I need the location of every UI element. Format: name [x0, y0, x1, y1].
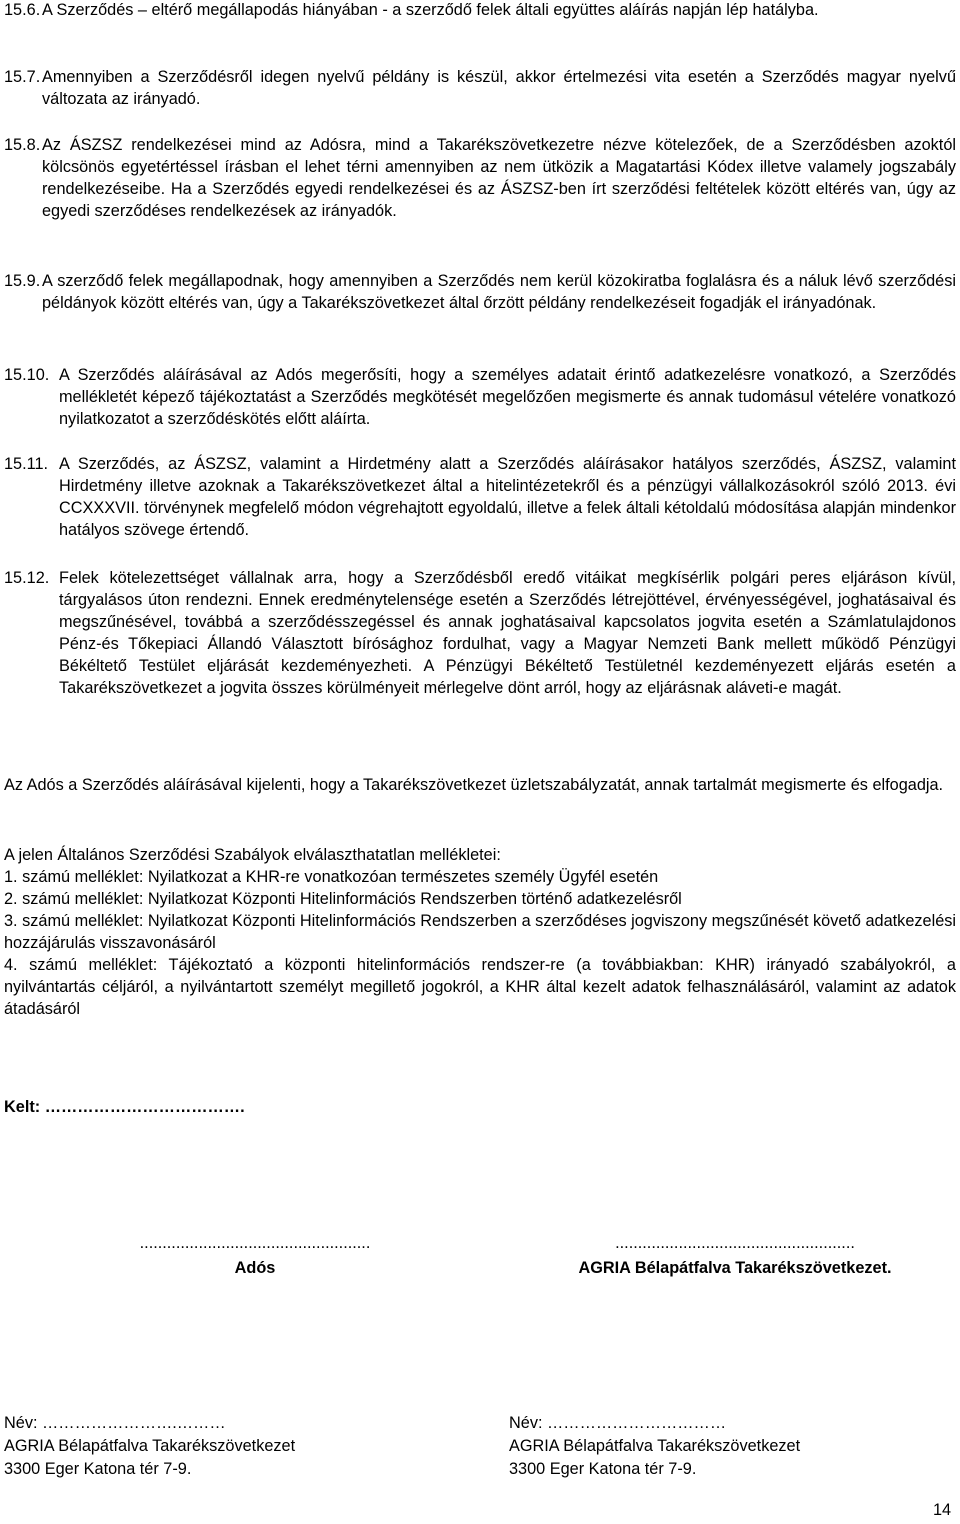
name-block-left — [4, 1412, 295, 1481]
name-field: Név: …………………….……… — [4, 1414, 226, 1432]
annex-list — [4, 844, 956, 1020]
signature-block-adós — [60, 1232, 450, 1279]
clause-text: A szerződő felek megállapodnak, hogy amennyiben a Szerződés nem kerül közokiratba foglalásra és a náluk lévő szerződési példányok között eltérés van, úgy a Takarékszövetkezet által őrzött példány rendelkezéseit fogadják el irányadónak. — [42, 272, 956, 312]
clause-15-7 — [4, 66, 956, 110]
annex-item: 2. számú melléklet: Nyilatkozat Központi Hitelinformációs Rendszerben történő adatkezelésről — [4, 890, 682, 908]
page-number: 14 — [933, 1501, 952, 1519]
name-field: Név: …………………………… — [509, 1414, 727, 1432]
clause-15-8 — [4, 134, 956, 222]
signature-line: ..................................................... — [615, 1234, 855, 1252]
kelt-line: Kelt: ………………………………. — [4, 1098, 245, 1116]
address: 3300 Eger Katona tér 7-9. — [4, 1460, 192, 1478]
clause-15-10 — [4, 364, 956, 430]
clause-number: 15.12. — [4, 569, 50, 587]
organization: AGRIA Bélapátfalva Takarékszövetkezet — [4, 1437, 296, 1455]
clause-number: 15.8. — [4, 136, 41, 154]
clause-15-9 — [4, 270, 956, 314]
signature-label: AGRIA Bélapátfalva Takarékszövetkezet. — [578, 1259, 892, 1277]
clause-text: Felek kötelezettséget vállalnak arra, hogy a Szerződésből eredő vitáikat megkísérlik polgári peres eljáráson kívül, tárgyalásos úton rendezni. Ennek eredménytelensége esetén a Szerződés létrejöttével, érvényességével, joghatásaival és megszűnésével, továbbá a szerződésszegéssel és annak joghatásaival kapcsolatos jogvita esetén a Számlatulajdonos Pénz-és Tőkepiaci Állandó Választott bírósághoz fordulhat, vagy a Magyar Nemzeti Bank mellett működő Pénzügyi Békéltető Testület eljárását kezdeményezheti. A Pénzügyi Békéltető Testületnél kezdeményezett eljárás esetén a Takarékszövetkezet a jogvita összes körülményeit mérlegelve dönt arról, hogy az eljárásnak aláveti-e magát. — [59, 569, 956, 697]
annex-item: 3. számú melléklet: Nyilatkozat Központi Hitelinformációs Rendszerben a szerződéses jogviszony megszűnését követő adatkezelési hozzájárulás visszavonásáról — [4, 912, 957, 952]
annex-intro: A jelen Általános Szerződési Szabályok elválaszthatatlan mellékletei: — [4, 846, 501, 864]
address: 3300 Eger Katona tér 7-9. — [509, 1460, 697, 1478]
clause-number: 15.10. — [4, 366, 50, 384]
clause-15-12 — [4, 567, 956, 699]
acknowledgement-paragraph: Az Adós a Szerződés aláírásával kijelenti, hogy a Takarékszövetkezet üzletszabályzatát, annak tartalmát megismerte és elfogadja. — [4, 776, 944, 794]
clause-number: 15.6. — [4, 1, 41, 19]
clause-text: A Szerződés, az ÁSZSZ, valamint a Hirdetmény alatt a Szerződés aláírásakor hatályos szerződés, ÁSZSZ, valamint Hirdetmény illetve azoknak a Takarékszövetkezet által a hitelintézetekről és a pénzügyi vállalkozásokról szóló 2013. évi CCXXXVII. törvénynek megfelelő módon végrehajtott egyoldalú, illetve a felek általi kétoldalú módosítása alapján mindenkor hatályos szövege értendő. — [59, 455, 956, 539]
clause-number: 15.7. — [4, 68, 41, 86]
clause-number: 15.9. — [4, 272, 41, 290]
organization: AGRIA Bélapátfalva Takarékszövetkezet — [509, 1437, 801, 1455]
clause-text: A Szerződés aláírásával az Adós megerősíti, hogy a személyes adatait érintő adatkezelésre vonatkozó, a Szerződés mellékletét képező tájékoztatást a Szerződés megkötését megelőzően megismerte és annak tudomásul vételére vonatkozó nyilatkozatot a szerződéskötés előtt aláírta. — [59, 366, 956, 428]
clause-15-6 — [4, 0, 956, 21]
clause-text: Amennyiben a Szerződésről idegen nyelvű példány is készül, akkor értelmezési vita esetén a Szerződés magyar nyelvű változata az irányadó. — [42, 68, 956, 108]
signature-line: ................................................... — [139, 1234, 371, 1252]
clause-15-11 — [4, 453, 956, 541]
signature-label: Adós — [234, 1259, 276, 1277]
clause-number: 15.11. — [4, 455, 49, 473]
signature-block-bank — [530, 1232, 940, 1279]
clause-text: A Szerződés – eltérő megállapodás hiányában - a szerződő felek általi együttes aláírás napján lép hatályba. — [42, 1, 819, 19]
clause-text: Az ÁSZSZ rendelkezései mind az Adósra, mind a Takarékszövetkezetre nézve kötelezőek, de a Szerződésben azoktól kölcsönös egyetértéssel írásban el lehet térni amennyiben az nem ütközik a Magatartási Kódex illetve valamely jogszabály rendelkezéseibe. Ha a Szerződés egyedi rendelkezései és az ÁSZSZ-ben írt szerződési feltételek között eltérés van, úgy az egyedi szerződéses rendelkezések az irányadók. — [42, 136, 956, 220]
name-block-right — [509, 1412, 800, 1481]
annex-item: 4. számú melléklet: Tájékoztató a központi hitelinformációs rendszer-re (a továbbiakban: KHR) irányadó szabályokról, a nyilvántartás céljáról, a nyilvántartott személyt megillető jogokról, a KHR által kezelt adatok felhasználásáról, valamint az adatok átadásáról — [4, 956, 956, 1018]
annex-item: 1. számú melléklet: Nyilatkozat a KHR-re vonatkozóan természetes személy Ügyfél esetén — [4, 868, 659, 886]
